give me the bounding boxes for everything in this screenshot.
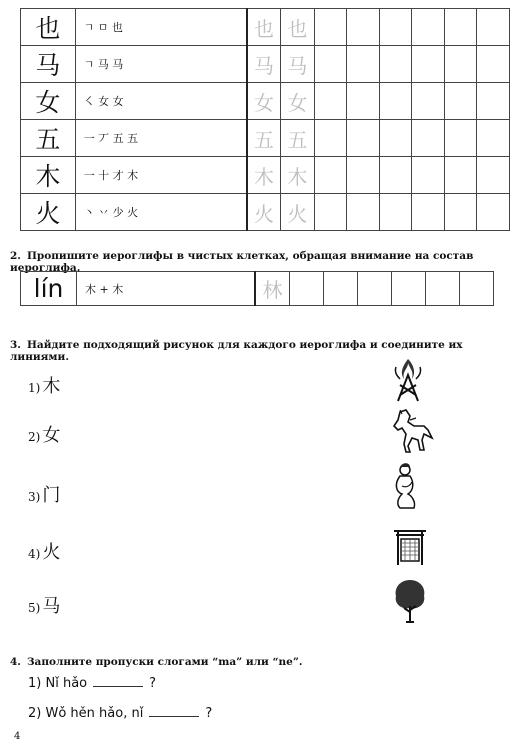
match-item bbox=[28, 592, 60, 618]
character-cell: 女 bbox=[21, 83, 76, 120]
writing-row bbox=[21, 83, 510, 120]
empty-cell[interactable] bbox=[412, 194, 445, 231]
components-cell: 木 + 木 bbox=[77, 272, 256, 306]
character-cell: 五 bbox=[21, 120, 76, 157]
answer-blank[interactable] bbox=[149, 716, 199, 717]
stroke-order-cell: ㇛ 女 女 bbox=[75, 83, 247, 120]
item-char: 火 bbox=[42, 542, 61, 563]
empty-cell[interactable] bbox=[379, 157, 412, 194]
empty-cell[interactable] bbox=[358, 272, 392, 306]
trace-cell bbox=[281, 157, 314, 194]
task-4-instruction bbox=[10, 656, 303, 668]
empty-cell[interactable] bbox=[379, 46, 412, 83]
item-char: 木 bbox=[42, 376, 61, 397]
empty-cell[interactable] bbox=[444, 9, 477, 46]
sentence-start: Nǐ hǎo bbox=[45, 676, 88, 691]
task-number: 4. bbox=[10, 656, 21, 668]
empty-cell[interactable] bbox=[392, 272, 426, 306]
item-number: 3) bbox=[28, 490, 41, 504]
item-number: 2) bbox=[28, 706, 42, 721]
stroke-order-cell: ㄱ 马 马 bbox=[75, 46, 247, 83]
page-number: 4 bbox=[14, 731, 21, 742]
trace-char: 木 bbox=[287, 164, 308, 189]
empty-cell[interactable] bbox=[412, 83, 445, 120]
empty-cell[interactable] bbox=[412, 46, 445, 83]
match-item bbox=[28, 481, 60, 507]
trace-cell bbox=[247, 194, 281, 231]
item-char: 门 bbox=[42, 485, 61, 506]
fire-picture-icon[interactable] bbox=[390, 355, 426, 403]
empty-cell[interactable] bbox=[379, 120, 412, 157]
task-text: Пропишите иероглифы в чистых клетках, обращая внимание на состав иероглифа. bbox=[10, 250, 474, 274]
trace-char: 女 bbox=[287, 90, 308, 115]
writing-row bbox=[21, 194, 510, 231]
task-text: Заполните пропуски слогами “ma” или “ne”. bbox=[26, 656, 303, 668]
empty-cell[interactable] bbox=[379, 9, 412, 46]
empty-cell[interactable] bbox=[314, 157, 347, 194]
task-number: 2. bbox=[10, 250, 21, 262]
item-number: 4) bbox=[28, 547, 41, 561]
tree-picture-icon[interactable] bbox=[392, 578, 428, 624]
empty-cell[interactable] bbox=[444, 83, 477, 120]
trace-char: 火 bbox=[287, 201, 308, 226]
empty-cell[interactable] bbox=[324, 272, 358, 306]
empty-cell[interactable] bbox=[426, 272, 460, 306]
woman-picture-icon[interactable] bbox=[388, 462, 422, 510]
writing-row bbox=[21, 120, 510, 157]
empty-cell[interactable] bbox=[347, 194, 380, 231]
match-item bbox=[28, 421, 60, 447]
trace-cell bbox=[247, 157, 281, 194]
empty-cell[interactable] bbox=[347, 46, 380, 83]
task-2-row bbox=[21, 272, 494, 306]
item-number: 1) bbox=[28, 381, 41, 395]
writing-row bbox=[21, 46, 510, 83]
trace-char: 木 bbox=[253, 164, 274, 189]
trace-char: 五 bbox=[287, 127, 308, 152]
task-3-instruction bbox=[10, 339, 510, 363]
item-number: 1) bbox=[28, 676, 42, 691]
trace-cell bbox=[247, 120, 281, 157]
trace-char: 林 bbox=[262, 278, 283, 302]
character-cell: 火 bbox=[21, 194, 76, 231]
horse-picture-icon[interactable] bbox=[390, 406, 434, 454]
empty-cell[interactable] bbox=[290, 272, 324, 306]
empty-cell[interactable] bbox=[314, 9, 347, 46]
trace-cell bbox=[247, 83, 281, 120]
writing-row bbox=[21, 9, 510, 46]
trace-cell bbox=[247, 46, 281, 83]
match-item bbox=[28, 372, 60, 398]
task-2-table bbox=[20, 271, 494, 306]
empty-cell[interactable] bbox=[314, 83, 347, 120]
empty-cell[interactable] bbox=[379, 194, 412, 231]
empty-cell[interactable] bbox=[379, 83, 412, 120]
trace-char: 五 bbox=[253, 127, 274, 152]
trace-cell bbox=[247, 9, 281, 46]
empty-cell[interactable] bbox=[347, 83, 380, 120]
trace-cell bbox=[281, 9, 314, 46]
item-number: 2) bbox=[28, 430, 41, 444]
character-cell: 马 bbox=[21, 46, 76, 83]
fill-line bbox=[28, 706, 212, 721]
empty-cell[interactable] bbox=[444, 157, 477, 194]
empty-cell[interactable] bbox=[477, 83, 510, 120]
empty-cell[interactable] bbox=[444, 194, 477, 231]
empty-cell[interactable] bbox=[314, 46, 347, 83]
empty-cell[interactable] bbox=[347, 9, 380, 46]
trace-char: 马 bbox=[287, 53, 308, 78]
trace-cell bbox=[255, 272, 290, 306]
trace-cell bbox=[281, 120, 314, 157]
empty-cell[interactable] bbox=[477, 194, 510, 231]
task-number: 3. bbox=[10, 339, 21, 351]
pinyin-cell: lín bbox=[21, 272, 77, 306]
empty-cell[interactable] bbox=[444, 46, 477, 83]
stroke-order-cell: 丶 丷 少 火 bbox=[75, 194, 247, 231]
empty-cell[interactable] bbox=[412, 120, 445, 157]
writing-row bbox=[21, 157, 510, 194]
empty-cell[interactable] bbox=[314, 194, 347, 231]
trace-char: 女 bbox=[253, 90, 274, 115]
trace-cell bbox=[281, 194, 314, 231]
writing-table bbox=[20, 8, 510, 231]
empty-cell[interactable] bbox=[477, 120, 510, 157]
trace-char: 马 bbox=[253, 53, 274, 78]
sentence-start: Wǒ hěn hǎo, nǐ bbox=[45, 706, 144, 721]
match-item bbox=[28, 538, 60, 564]
empty-cell[interactable] bbox=[460, 272, 494, 306]
trace-cell bbox=[281, 83, 314, 120]
trace-char: 也 bbox=[253, 16, 274, 41]
trace-char: 也 bbox=[287, 16, 308, 41]
empty-cell[interactable] bbox=[412, 157, 445, 194]
task-text: Найдите подходящий рисунок для каждого иероглифа и соедините их линиями. bbox=[10, 339, 463, 363]
empty-cell[interactable] bbox=[412, 9, 445, 46]
empty-cell[interactable] bbox=[347, 120, 380, 157]
stroke-order-cell: ㄱ ㅁ 也 bbox=[75, 9, 247, 46]
sentence-end: ? bbox=[149, 676, 157, 691]
gate-picture-icon[interactable] bbox=[392, 527, 428, 567]
empty-cell[interactable] bbox=[444, 120, 477, 157]
trace-cell bbox=[281, 46, 314, 83]
item-char: 女 bbox=[42, 425, 61, 446]
empty-cell[interactable] bbox=[477, 9, 510, 46]
answer-blank[interactable] bbox=[93, 686, 143, 687]
empty-cell[interactable] bbox=[477, 157, 510, 194]
character-cell: 也 bbox=[21, 9, 76, 46]
item-number: 5) bbox=[28, 601, 41, 615]
trace-char: 火 bbox=[253, 201, 274, 226]
item-char: 马 bbox=[42, 596, 61, 617]
fill-line bbox=[28, 676, 156, 691]
character-cell: 木 bbox=[21, 157, 76, 194]
stroke-order-cell: 一 十 才 木 bbox=[75, 157, 247, 194]
empty-cell[interactable] bbox=[477, 46, 510, 83]
sentence-end: ? bbox=[205, 706, 213, 721]
stroke-order-cell: 一 丆 五 五 bbox=[75, 120, 247, 157]
empty-cell[interactable] bbox=[314, 120, 347, 157]
empty-cell[interactable] bbox=[347, 157, 380, 194]
